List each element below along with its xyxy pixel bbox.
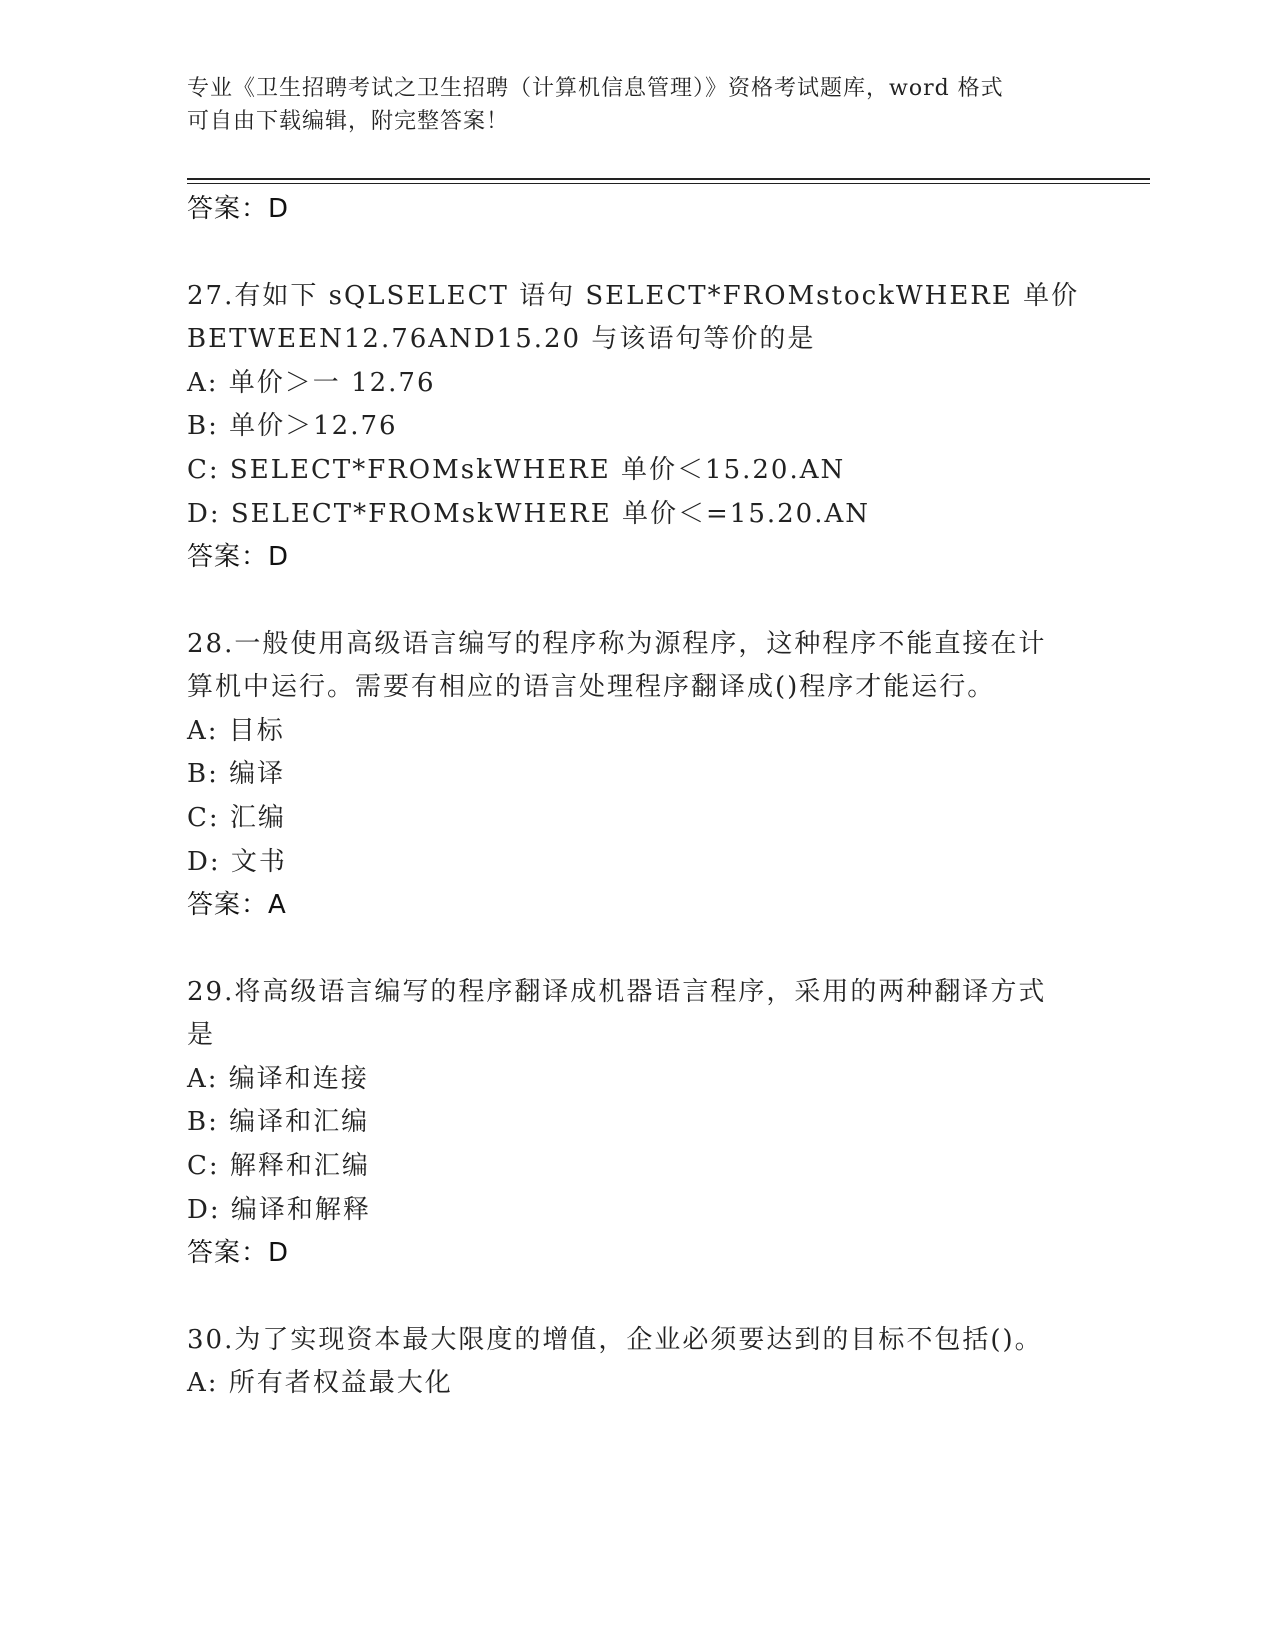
question-28-answer: 答案：A: [187, 890, 287, 920]
question-28-option-d: D: 文书: [187, 847, 287, 877]
question-29-stem-line-2: 是: [187, 1020, 216, 1050]
question-27-answer: 答案：D: [187, 542, 290, 572]
question-28-option-b: B: 编译: [187, 759, 286, 789]
header-line-2: 可自由下载编辑，附完整答案！: [187, 109, 510, 134]
question-29-answer: 答案：D: [187, 1238, 290, 1268]
question-28-stem-line-1: 28.一般使用高级语言编写的程序称为源程序，这种程序不能直接在计: [187, 629, 1047, 659]
question-27-option-a: A: 单价＞一 12.76: [187, 368, 436, 398]
question-27-stem-line-1: 27.有如下 sQLSELECT 语句 SELECT*FROMstockWHERE 单价: [187, 281, 1080, 311]
question-29-stem-line-1: 29.将高级语言编写的程序翻译成机器语言程序，采用的两种翻译方式: [187, 977, 1047, 1007]
question-28-option-c: C: 汇编: [187, 803, 286, 833]
question-30-stem-line-1: 30.为了实现资本最大限度的增值，企业必须要达到的目标不包括()。: [187, 1325, 1043, 1355]
question-27-option-d: D: SELECT*FROMskWHERE 单价＜=15.20.AN: [187, 499, 870, 529]
question-28-option-a: A: 目标: [187, 716, 285, 746]
question-29-option-d: D: 编译和解释: [187, 1195, 371, 1225]
question-27-option-b: B: 单价＞12.76: [187, 411, 398, 441]
question-29-option-b: B: 编译和汇编: [187, 1107, 370, 1137]
question-27-stem-line-2: BETWEEN12.76AND15.20 与该语句等价的是: [187, 324, 816, 354]
question-28-stem-line-2: 算机中运行。需要有相应的语言处理程序翻译成()程序才能运行。: [187, 672, 996, 702]
question-29-option-c: C: 解释和汇编: [187, 1151, 370, 1181]
document-header: [187, 72, 1087, 138]
question-29-option-a: A: 编译和连接: [187, 1064, 369, 1094]
question-27-option-c: C: SELECT*FROMskWHERE 单价＜15.20.AN: [187, 455, 846, 485]
previous-answer: 答案：D: [187, 194, 290, 224]
header-divider-thin: [187, 183, 1150, 184]
header-line-1: 专业《卫生招聘考试之卫生招聘（计算机信息管理）》资格考试题库，word 格式: [187, 76, 1004, 101]
header-divider-thick: [187, 178, 1150, 180]
question-30-option-a: A: 所有者权益最大化: [187, 1368, 453, 1398]
